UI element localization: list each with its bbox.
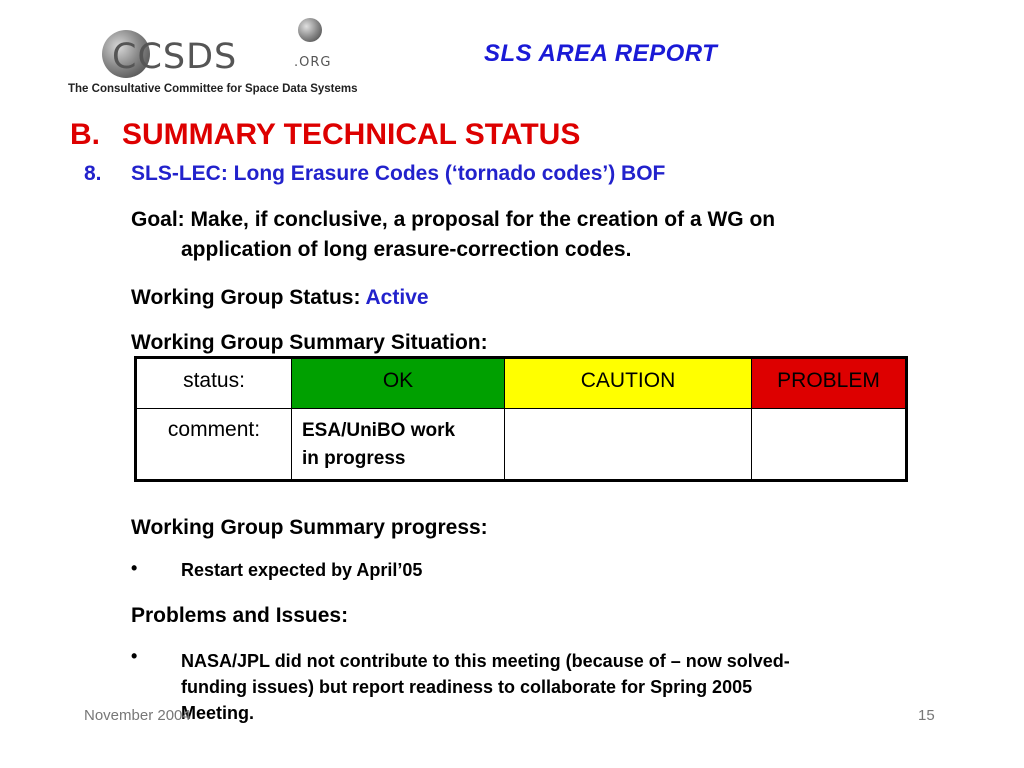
comment-ok-line-1: ESA/UniBO work — [302, 420, 456, 441]
bullet-marker: • — [131, 558, 138, 578]
wg-situation-label: Working Group Summary Situation: — [131, 331, 488, 354]
bullet-marker: • — [131, 646, 138, 666]
table-row-comment — [136, 409, 907, 481]
problems-label: Problems and Issues: — [131, 604, 349, 627]
status-table — [134, 356, 908, 482]
wg-status — [131, 283, 429, 313]
goal-paragraph — [131, 205, 931, 265]
problems-bullet-line-3: Meeting. — [181, 703, 255, 723]
logo-domain-suffix: .ORG — [294, 55, 332, 70]
comment-caution-cell — [505, 409, 752, 481]
item-number: 8. — [84, 162, 102, 185]
section-letter: B. — [70, 118, 100, 151]
logo-sphere-small — [298, 18, 322, 42]
status-label-cell: status: — [136, 358, 292, 409]
status-problem-cell: PROBLEM — [752, 358, 907, 409]
item-title: SLS-LEC: Long Erasure Codes (‘tornado codes’) BOF — [131, 162, 666, 185]
problems-bullet-line-2: funding issues) but report readiness to collaborate for Spring 2005 — [181, 677, 753, 697]
comment-label-cell: comment: — [136, 409, 292, 481]
problems-bullet-line-1: NASA/JPL did not contribute to this meeting (because of – now solved- — [181, 651, 790, 671]
footer-page-number: 15 — [918, 707, 935, 724]
footer-date: November 2004 — [84, 707, 191, 724]
goal-line-2: application of long erasure-correction codes. — [181, 238, 632, 261]
progress-bullet-text: Restart expected by April’05 — [181, 560, 423, 580]
table-row-status — [136, 358, 907, 409]
status-caution-cell: CAUTION — [505, 358, 752, 409]
comment-ok-line-2: in progress — [302, 448, 406, 469]
section-title — [70, 118, 580, 152]
ccsds-logo — [64, 15, 376, 103]
wg-status-label: Working Group Status: — [131, 286, 361, 309]
comment-ok-cell — [292, 409, 505, 481]
goal-line-1: Goal: Make, if conclusive, a proposal for the creation of a WG on — [131, 208, 776, 231]
status-ok-cell: OK — [292, 358, 505, 409]
wg-status-value: Active — [365, 286, 429, 309]
header-title: SLS AREA REPORT — [484, 40, 718, 67]
logo-wordmark: CCSDS — [112, 37, 238, 77]
logo-tagline: The Consultative Committee for Space Data Systems — [68, 83, 358, 95]
problems-bullet-text — [181, 648, 981, 726]
comment-problem-cell — [752, 409, 907, 481]
section-heading: SUMMARY TECHNICAL STATUS — [122, 118, 581, 151]
wg-progress-label: Working Group Summary progress: — [131, 516, 488, 539]
